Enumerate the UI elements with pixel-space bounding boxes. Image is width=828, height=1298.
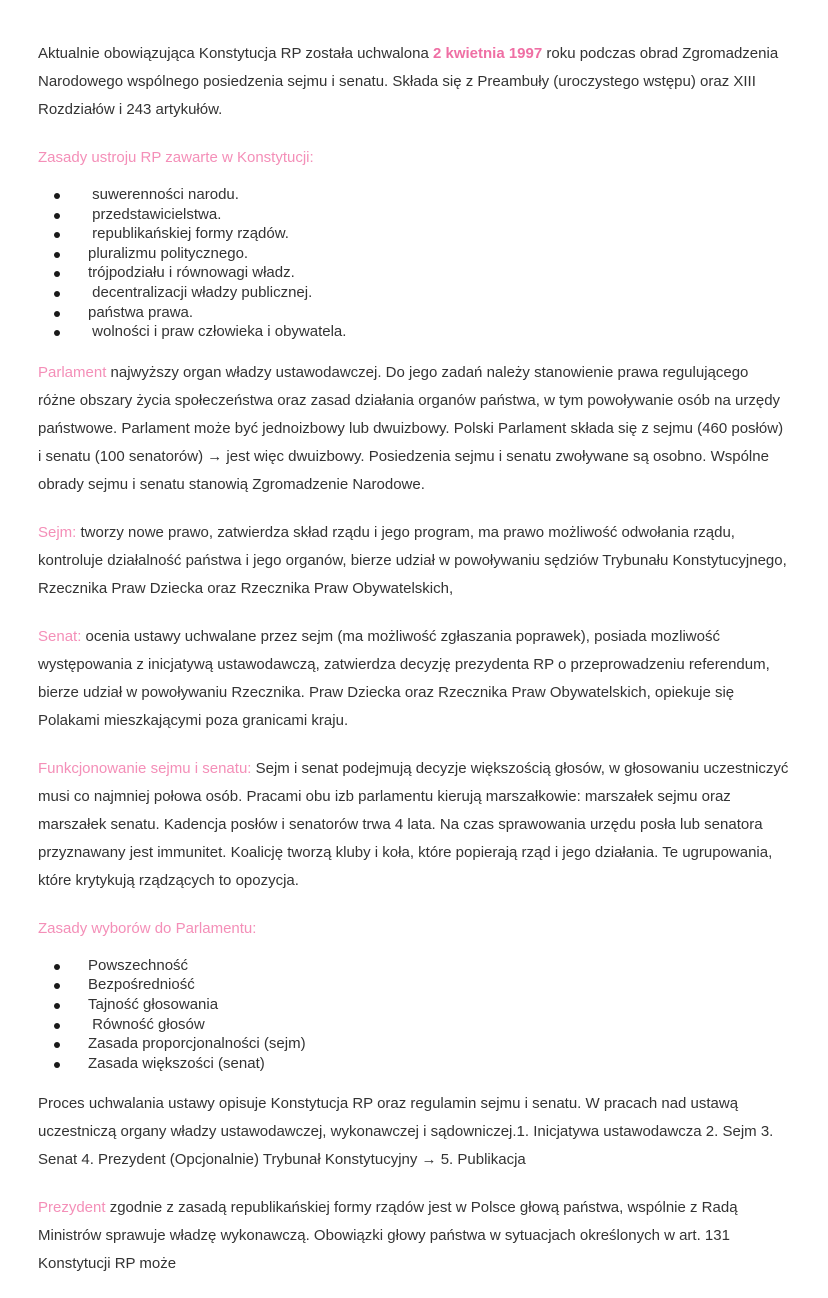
list-item: republikańskiej formy rządów. xyxy=(54,224,790,244)
list-item: Zasada proporcjonalności (sejm) xyxy=(54,1034,790,1054)
intro-text-part1: Aktualnie obowiązująca Konstytucja RP została uchwalona xyxy=(38,45,433,62)
list-item: Tajność głosowania xyxy=(54,995,790,1015)
spacer xyxy=(38,1073,790,1090)
heading-zasady-wyborow: Zasady wyborów do Parlamentu: xyxy=(38,919,257,937)
spacer xyxy=(38,895,790,915)
senat-body: ocenia ustawy uchwalane przez sejm (ma możliwość zgłaszania poprawek), posiada mozliwość występowania z inicjatywą ustawodawczą, zatwierdza decyzję prezydenta RP o przeprowadzeniu referendum, bierze udział w powoływaniu Rzecznika. Praw Dziecka oraz Rzecznika Praw Obywatelskich, opiekuje się Polakami mieszkającymi poza granicami kraju. xyxy=(38,627,770,729)
list-zasady-ustroju xyxy=(38,185,790,342)
paragraph-proces-ustawy: Proces uchwalania ustawy opisuje Konstytucja RP oraz regulamin sejmu i senatu. W pracach nad ustawą uczestniczą organy władzy ustawodawczej, wykonawczej i sądowniczej.1. Inicjatywa ustawodawcza 2. Sejm 3. Senat 4. Prezydent (Opcjonalnie) Trybunał Konstytucyjny → 5. Publikacja xyxy=(38,1095,774,1169)
prezydent-lead: Prezydent xyxy=(38,1199,106,1217)
list-zasady-wyborow xyxy=(38,956,790,1074)
list-item: wolności i praw człowieka i obywatela. xyxy=(54,322,790,342)
spacer xyxy=(38,124,790,144)
list-item: Powszechność xyxy=(54,956,790,976)
list-item: pluralizmu politycznego. xyxy=(54,244,790,264)
spacer xyxy=(38,603,790,623)
list-item: przedstawicielstwa. xyxy=(54,205,790,225)
list-item: Bezpośredniość xyxy=(54,975,790,995)
spacer xyxy=(38,342,790,359)
spacer xyxy=(38,943,790,956)
paragraph-sejm xyxy=(38,519,790,603)
paragraph-intro xyxy=(38,40,790,124)
intro-text-part2: roku podczas obrad Zgromadzenia Narodowego wspólnego posiedzenia sejmu i senatu. Składa się z Preambuły (uroczystego wstępu) oraz XIII Rozdziałów i 243 artykułów. xyxy=(38,45,779,118)
senat-lead: Senat: xyxy=(38,627,82,645)
spacer xyxy=(38,1174,790,1194)
intro-date-highlight: 2 kwietnia 1997 xyxy=(432,45,543,62)
list-item: suwerenności narodu. xyxy=(54,185,790,205)
parlament-lead: Parlament xyxy=(38,363,107,381)
paragraph-funkcjonowanie xyxy=(38,755,790,895)
heading-zasady-ustroju: Zasady ustroju RP zawarte w Konstytucji: xyxy=(38,149,314,166)
funkcjonowanie-lead: Funkcjonowanie sejmu i senatu: xyxy=(38,759,252,777)
list-item: Równość głosów xyxy=(54,1015,790,1035)
sejm-body: tworzy nowe prawo, zatwierdza skład rządu i jego program, ma prawo możliwość odwołania rządu, kontroluje działalność państwa i jego organów, bierze udział w powoływaniu sędziów Trybunału Konstytucyjnego, Rzecznika Praw Dziecka oraz Rzecznika Praw Obywatelskich, xyxy=(38,523,787,597)
spacer xyxy=(38,735,790,755)
parlament-body: najwyższy organ władzy ustawodawczej. Do jego zadań należy stanowienie prawa regulującego różne obszary życia społeczeństwa oraz zasad działania organów państwa, w tym powoływanie osób na urzędy państwowe. Parlament może być jednoizbowy lub dwuizbowy. Polski Parlament składa się z sejmu (460 posłów) i senatu (100 senatorów) → jest więc dwuizbowy. Posiedzenia sejmu i senatu zwoływane są osobno. Wspólne obrady sejmu i senatu stanowią Zgromadzenie Narodowe. xyxy=(38,363,784,493)
prezydent-body: zgodnie z zasadą republikańskiej formy rządów jest w Polsce głową państwa, wspólnie z Radą Ministrów sprawuje władzę wykonawczą. Obowiązki głowy państwa w sytuacjach określonych w art. 131 Konstytucji RP może xyxy=(38,1199,738,1273)
list-item: trójpodziału i równowagi władz. xyxy=(54,263,790,283)
spacer xyxy=(38,172,790,185)
paragraph-parlament xyxy=(38,359,790,499)
list-item: państwa prawa. xyxy=(54,303,790,323)
paragraph-prezydent xyxy=(38,1194,790,1278)
funkcjonowanie-body: Sejm i senat podejmują decyzje większością głosów, w głosowaniu uczestniczyć musi co najmniej połowa osób. Pracami obu izb parlamentu kierują marszałkowie: marszałek sejmu oraz marszałek senatu. Kadencja posłów i senatorów trwa 4 lata. Na czas sprawowania urzędu posła lub senatora przyznawany jest immunitet. Koalicję tworzą kluby i koła, które popierają rząd i jego działania. Te ugrupowania, które krytykują rządzących to opozycja. xyxy=(38,759,789,889)
list-item: Zasada większości (senat) xyxy=(54,1054,790,1074)
list-item: decentralizacji władzy publicznej. xyxy=(54,283,790,303)
spacer xyxy=(38,499,790,519)
paragraph-senat xyxy=(38,623,790,735)
sejm-lead: Sejm: xyxy=(38,523,77,541)
